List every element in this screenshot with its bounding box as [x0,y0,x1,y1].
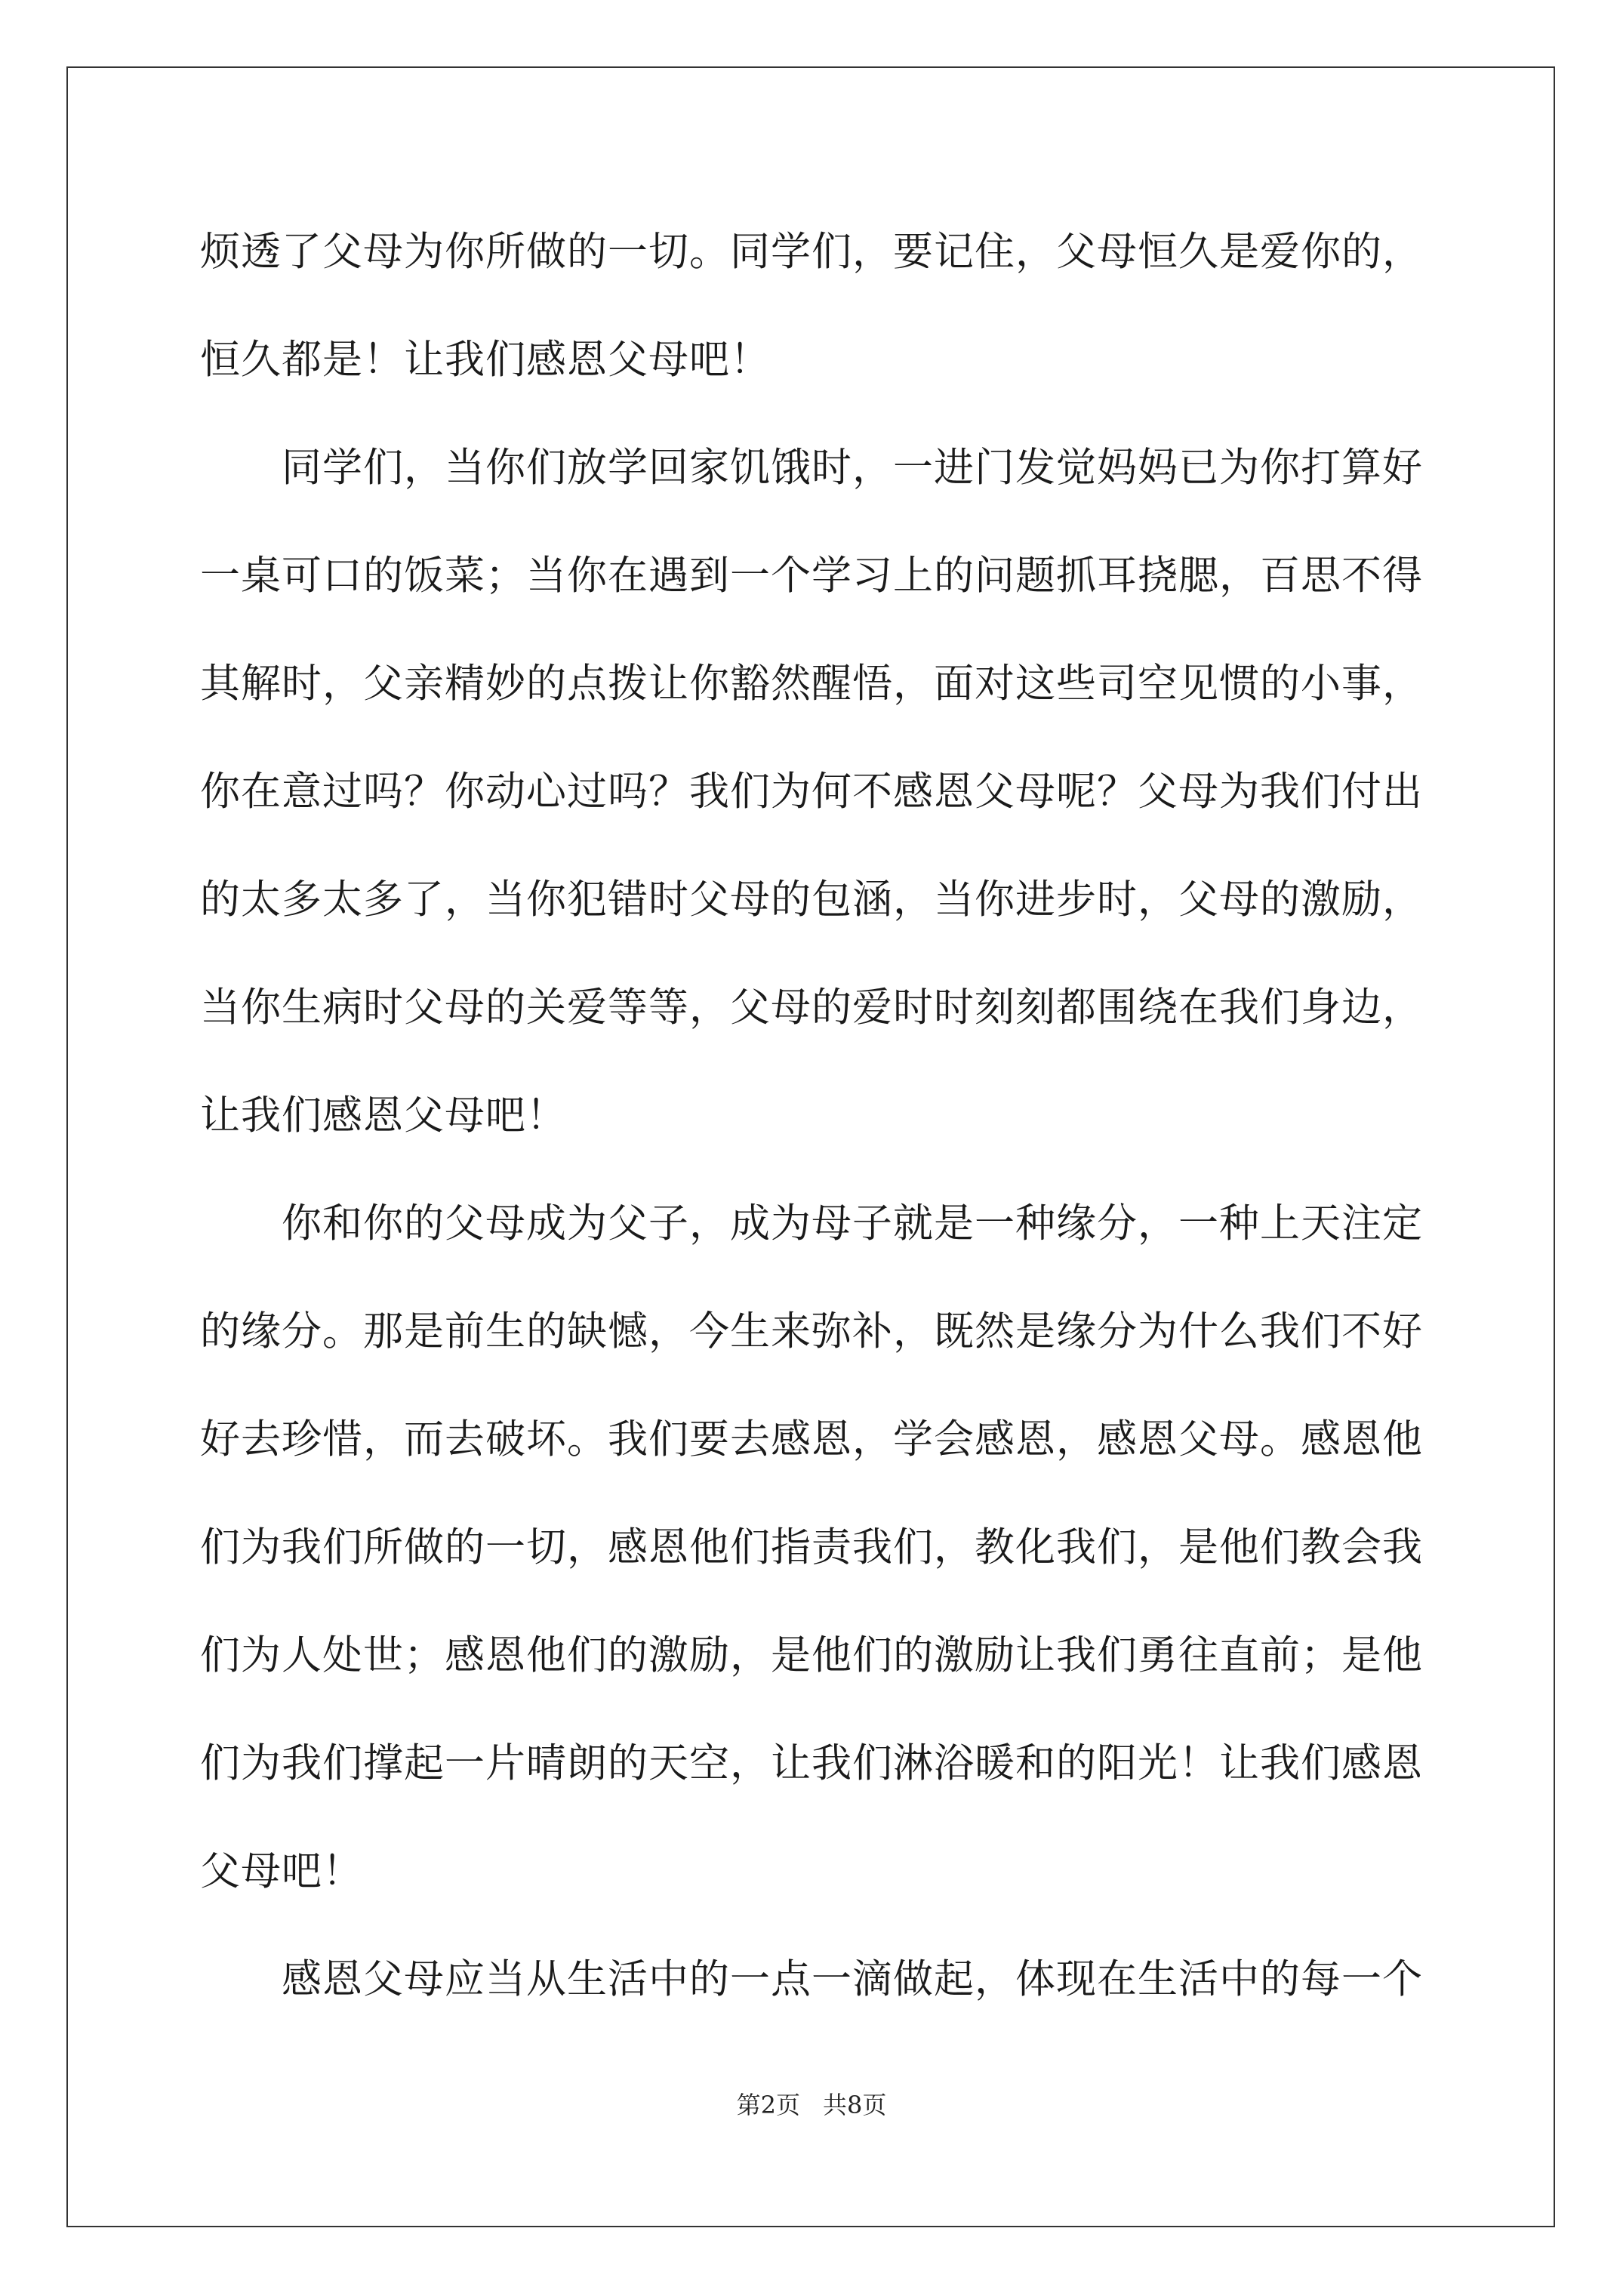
text-line: 感恩父母应当从生活中的一点一滴做起，体现在生活中的每一个 [282,1956,1423,2002]
text-line: 你在意过吗？你动心过吗？我们为何不感恩父母呢？父母为我们付出 [200,769,1423,815]
text-line: 父母吧！ [200,1848,363,1894]
page-footer [0,2090,1623,2120]
text-line: 的太多太多了，当你犯错时父母的包涵，当你进步时，父母的激励， [200,877,1423,923]
document-body [200,198,1423,2033]
text-line: 你和你的父母成为父子，成为母子就是一种缘分，一种上天注定 [282,1200,1423,1247]
text-line: 同学们，当你们放学回家饥饿时，一进门发觉妈妈已为你打算好 [282,445,1423,491]
text-line: 们为我们撑起一片晴朗的天空，让我们淋浴暖和的阳光！让我们感恩 [200,1740,1423,1786]
text-line: 其解时，父亲精妙的点拨让你豁然醒悟，面对这些司空见惯的小事， [200,661,1423,707]
page-number-total: 共8页 [823,2091,887,2119]
text-line: 好去珍惜，而去破坏。我们要去感恩，学会感恩，感恩父母。感恩他 [200,1416,1423,1462]
text-line: 一桌可口的饭菜；当你在遇到一个学习上的问题抓耳挠腮，百思不得 [200,553,1423,599]
page-number-current: 第2页 [736,2091,800,2119]
text-line: 的缘分。那是前生的缺憾，今生来弥补，既然是缘分为什么我们不好 [200,1308,1423,1354]
text-line: 让我们感恩父母吧！ [200,1093,567,1139]
text-line: 当你生病时父母的关爱等等，父母的爱时时刻刻都围绕在我们身边， [200,985,1423,1031]
text-line: 们为我们所做的一切，感恩他们指责我们，教化我们，是他们教会我 [200,1524,1423,1570]
text-line: 们为人处世；感恩他们的激励，是他们的激励让我们勇往直前；是他 [200,1632,1423,1678]
text-line: 恒久都是！让我们感恩父母吧！ [200,337,771,383]
text-line: 烦透了父母为你所做的一切。同学们，要记住，父母恒久是爱你的， [200,229,1423,275]
